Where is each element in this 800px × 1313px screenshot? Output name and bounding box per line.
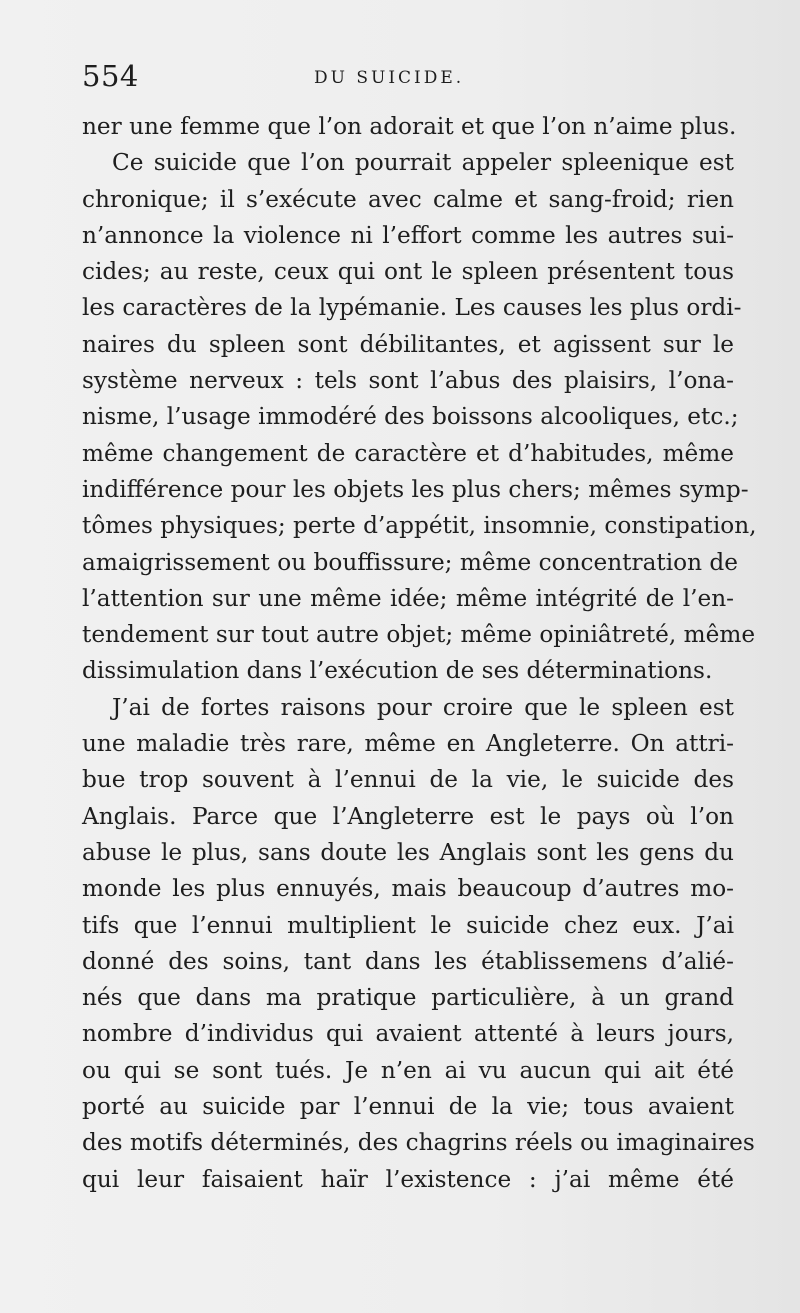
text-line: bue trop souvent à l’ennui de la vie, le suicide des — [82, 766, 734, 794]
text-line: dissimulation dans l’exécution de ses déterminations. — [82, 657, 713, 685]
text-line: les caractères de la lypémanie. Les causes les plus ordi- — [82, 294, 742, 322]
text-line: l’attention sur une même idée; même intégrité de l’en- — [82, 584, 734, 612]
text-line: indifférence pour les objets les plus chers; mêmes symp- — [82, 475, 749, 503]
text-line: amaigrissement ou bouffissure; même concentration de — [82, 548, 738, 576]
text-line: J’ai de fortes raisons pour croire que le spleen est — [112, 693, 734, 721]
text-line: ou qui se sont tués. Je n’en ai vu aucun qui ait été — [82, 1056, 734, 1084]
text-line: système nerveux : tels sont l’abus des plaisirs, l’ona- — [82, 367, 734, 395]
text-line: même changement de caractère et d’habitudes, même — [82, 439, 734, 467]
text-line: nés que dans ma pratique particulière, à un grand — [82, 984, 734, 1012]
text-line: ner une femme que l’on adorait et que l’on n’aime plus. — [82, 113, 737, 140]
text-line: cides; au reste, ceux qui ont le spleen présentent tous — [82, 258, 734, 286]
page-number: 554 — [82, 59, 139, 93]
page-header — [82, 56, 736, 96]
text-line: chronique; il s’exécute avec calme et sang-froid; rien — [82, 185, 734, 213]
text-line: abuse le plus, sans doute les Anglais sont les gens du — [82, 838, 734, 866]
text-line: nisme, l’usage immodéré des boissons alcooliques, etc.; — [82, 403, 739, 431]
body-text — [82, 109, 757, 1198]
running-head: DU SUICIDE. — [314, 68, 465, 88]
text-line: donné des soins, tant dans les établissemens d’alié- — [82, 947, 734, 975]
text-line: Ce suicide que l’on pourrait appeler spleenique est — [112, 149, 734, 177]
text-line: nombre d’individus qui avaient attenté à leurs jours, — [82, 1020, 734, 1048]
text-line: porté au suicide par l’ennui de la vie; tous avaient — [82, 1093, 734, 1121]
text-line: tômes physiques; perte d’appétit, insomnie, constipation, — [82, 512, 757, 540]
text-line: tendement sur tout autre objet; même opiniâtreté, même — [82, 621, 756, 649]
text-line: tifs que l’ennui multiplient le suicide chez eux. J’ai — [82, 911, 734, 939]
text-line: naires du spleen sont débilitantes, et agissent sur le — [82, 330, 734, 358]
text-line: monde les plus ennuyés, mais beaucoup d’autres mo- — [82, 875, 734, 903]
text-line: des motifs déterminés, des chagrins réels ou imaginaires — [82, 1129, 755, 1157]
text-line: une maladie très rare, même en Angleterre. On attri- — [82, 730, 734, 758]
text-line: Anglais. Parce que l’Angleterre est le pays où l’on — [82, 802, 734, 830]
text-line: qui leur faisaient haïr l’existence : j’ai même été — [82, 1165, 734, 1193]
text-line: n’annonce la violence ni l’effort comme les autres sui- — [82, 221, 734, 249]
